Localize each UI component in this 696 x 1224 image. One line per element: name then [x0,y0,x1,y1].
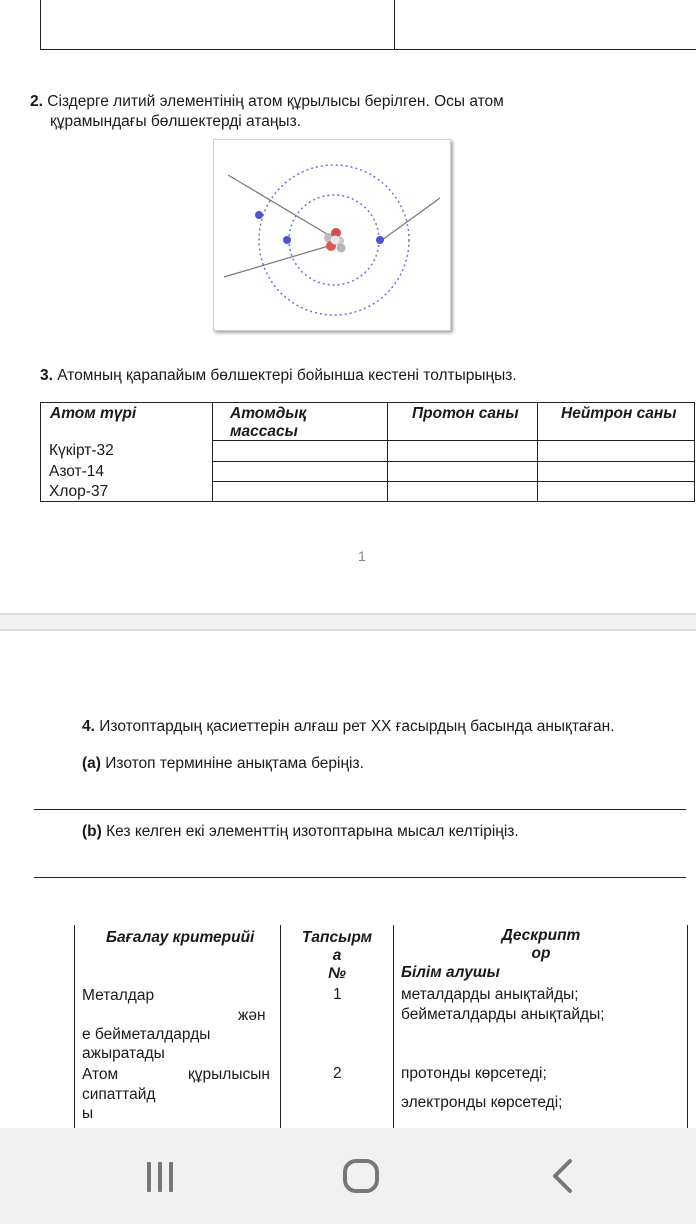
row1-criteria-line2: жән [238,1007,266,1024]
assessment-header-descriptor [395,927,687,963]
header-atomic-mass: Атомдық массасы [230,405,307,440]
assessment-subheader-student: Білім алушы [401,964,500,981]
nucleus [324,228,346,253]
row1-task-number: 1 [333,986,342,1003]
pointer-line [382,198,440,240]
row1-criteria-line4: ажыратады [82,1045,165,1062]
row2-descriptor-1: протонды көрсетеді; [401,1065,547,1082]
row-chlorine: Хлор-37 [49,483,109,500]
row2-task-number: 2 [333,1065,342,1082]
descriptor-header-line2: ор [531,945,551,962]
question-2-line2: құрамындағы бөлшектерді атаңыз. [50,113,301,130]
row2-criteria-line3: ы [82,1105,94,1122]
question-2 [30,92,630,132]
row2-descriptor-2: электронды көрсетеді; [401,1094,563,1111]
pointer-line [228,175,332,237]
question-4-number: 4. [82,718,95,735]
question-4 [82,717,615,737]
question-4b [82,822,519,842]
electron [283,236,291,244]
header-proton-count: Протон саны [412,405,519,422]
row1-descriptor-2: бейметалдарды анықтайды; [401,1006,605,1023]
header-neutron-count: Нейтрон саны [561,405,677,422]
row-sulfur: Күкірт-32 [49,442,114,459]
row2-criteria-line2: сипаттайд [82,1086,156,1103]
row-nitrogen: Азот-14 [49,463,105,480]
navigation-bar [0,1128,696,1224]
pointer-line [224,245,332,277]
task-header-line3: № [328,965,346,982]
question-4a-text: Изотоп терминіне анықтама беріңіз. [105,755,364,772]
home-icon [341,1156,381,1196]
row1-criteria-line3: е бейметалдарды [82,1026,211,1043]
question-4b-text: Кез келген екі элементтің изотоптарына мысал келтіріңіз. [106,823,519,840]
question-4a [82,754,364,774]
lithium-atom-image [213,139,451,331]
electron [376,236,384,244]
header-atom-type: Атом түрі [50,405,137,422]
question-4a-label: (a) [82,755,101,772]
question-2-number: 2. [30,93,43,110]
row2-criteria-line1a: Атом [82,1066,119,1083]
question-2-line1: Сіздерге литий элементінің атом құрылысы берілген. Осы атом [47,93,504,110]
back-button[interactable] [513,1128,613,1224]
electron [255,211,263,219]
question-4b-label: (b) [82,823,102,840]
recent-apps-icon [140,1156,180,1196]
page-number: 1 [358,548,366,564]
question-3 [40,366,517,386]
row1-criteria-line1: Металдар [82,987,155,1004]
back-icon [543,1156,583,1196]
assessment-header-criteria: Бағалау критерийі [106,929,255,946]
question-3-text: Атомның қарапайым бөлшектері бойынша кестені толтырыңыз. [57,367,517,384]
assessment-header-task [282,929,392,983]
answer-line-4a[interactable] [34,809,686,810]
answer-line-4b[interactable] [34,877,686,878]
lithium-atom-diagram [214,140,450,330]
task-header-line2: а [332,947,342,964]
descriptor-header-line1: Дескрипт [501,927,581,944]
task-header-line1: Тапсырм [301,929,373,946]
question-4-text: Изотоптардың қасиеттерін алғаш рет XX ғасырдың басында анықтаған. [99,718,615,735]
recent-apps-button[interactable] [110,1128,210,1224]
home-button[interactable] [311,1128,411,1224]
row1-descriptor-1: металдарды анықтайды; [401,986,579,1003]
question-3-number: 3. [40,367,53,384]
row2-criteria-line1b: құрылысын [188,1066,270,1083]
